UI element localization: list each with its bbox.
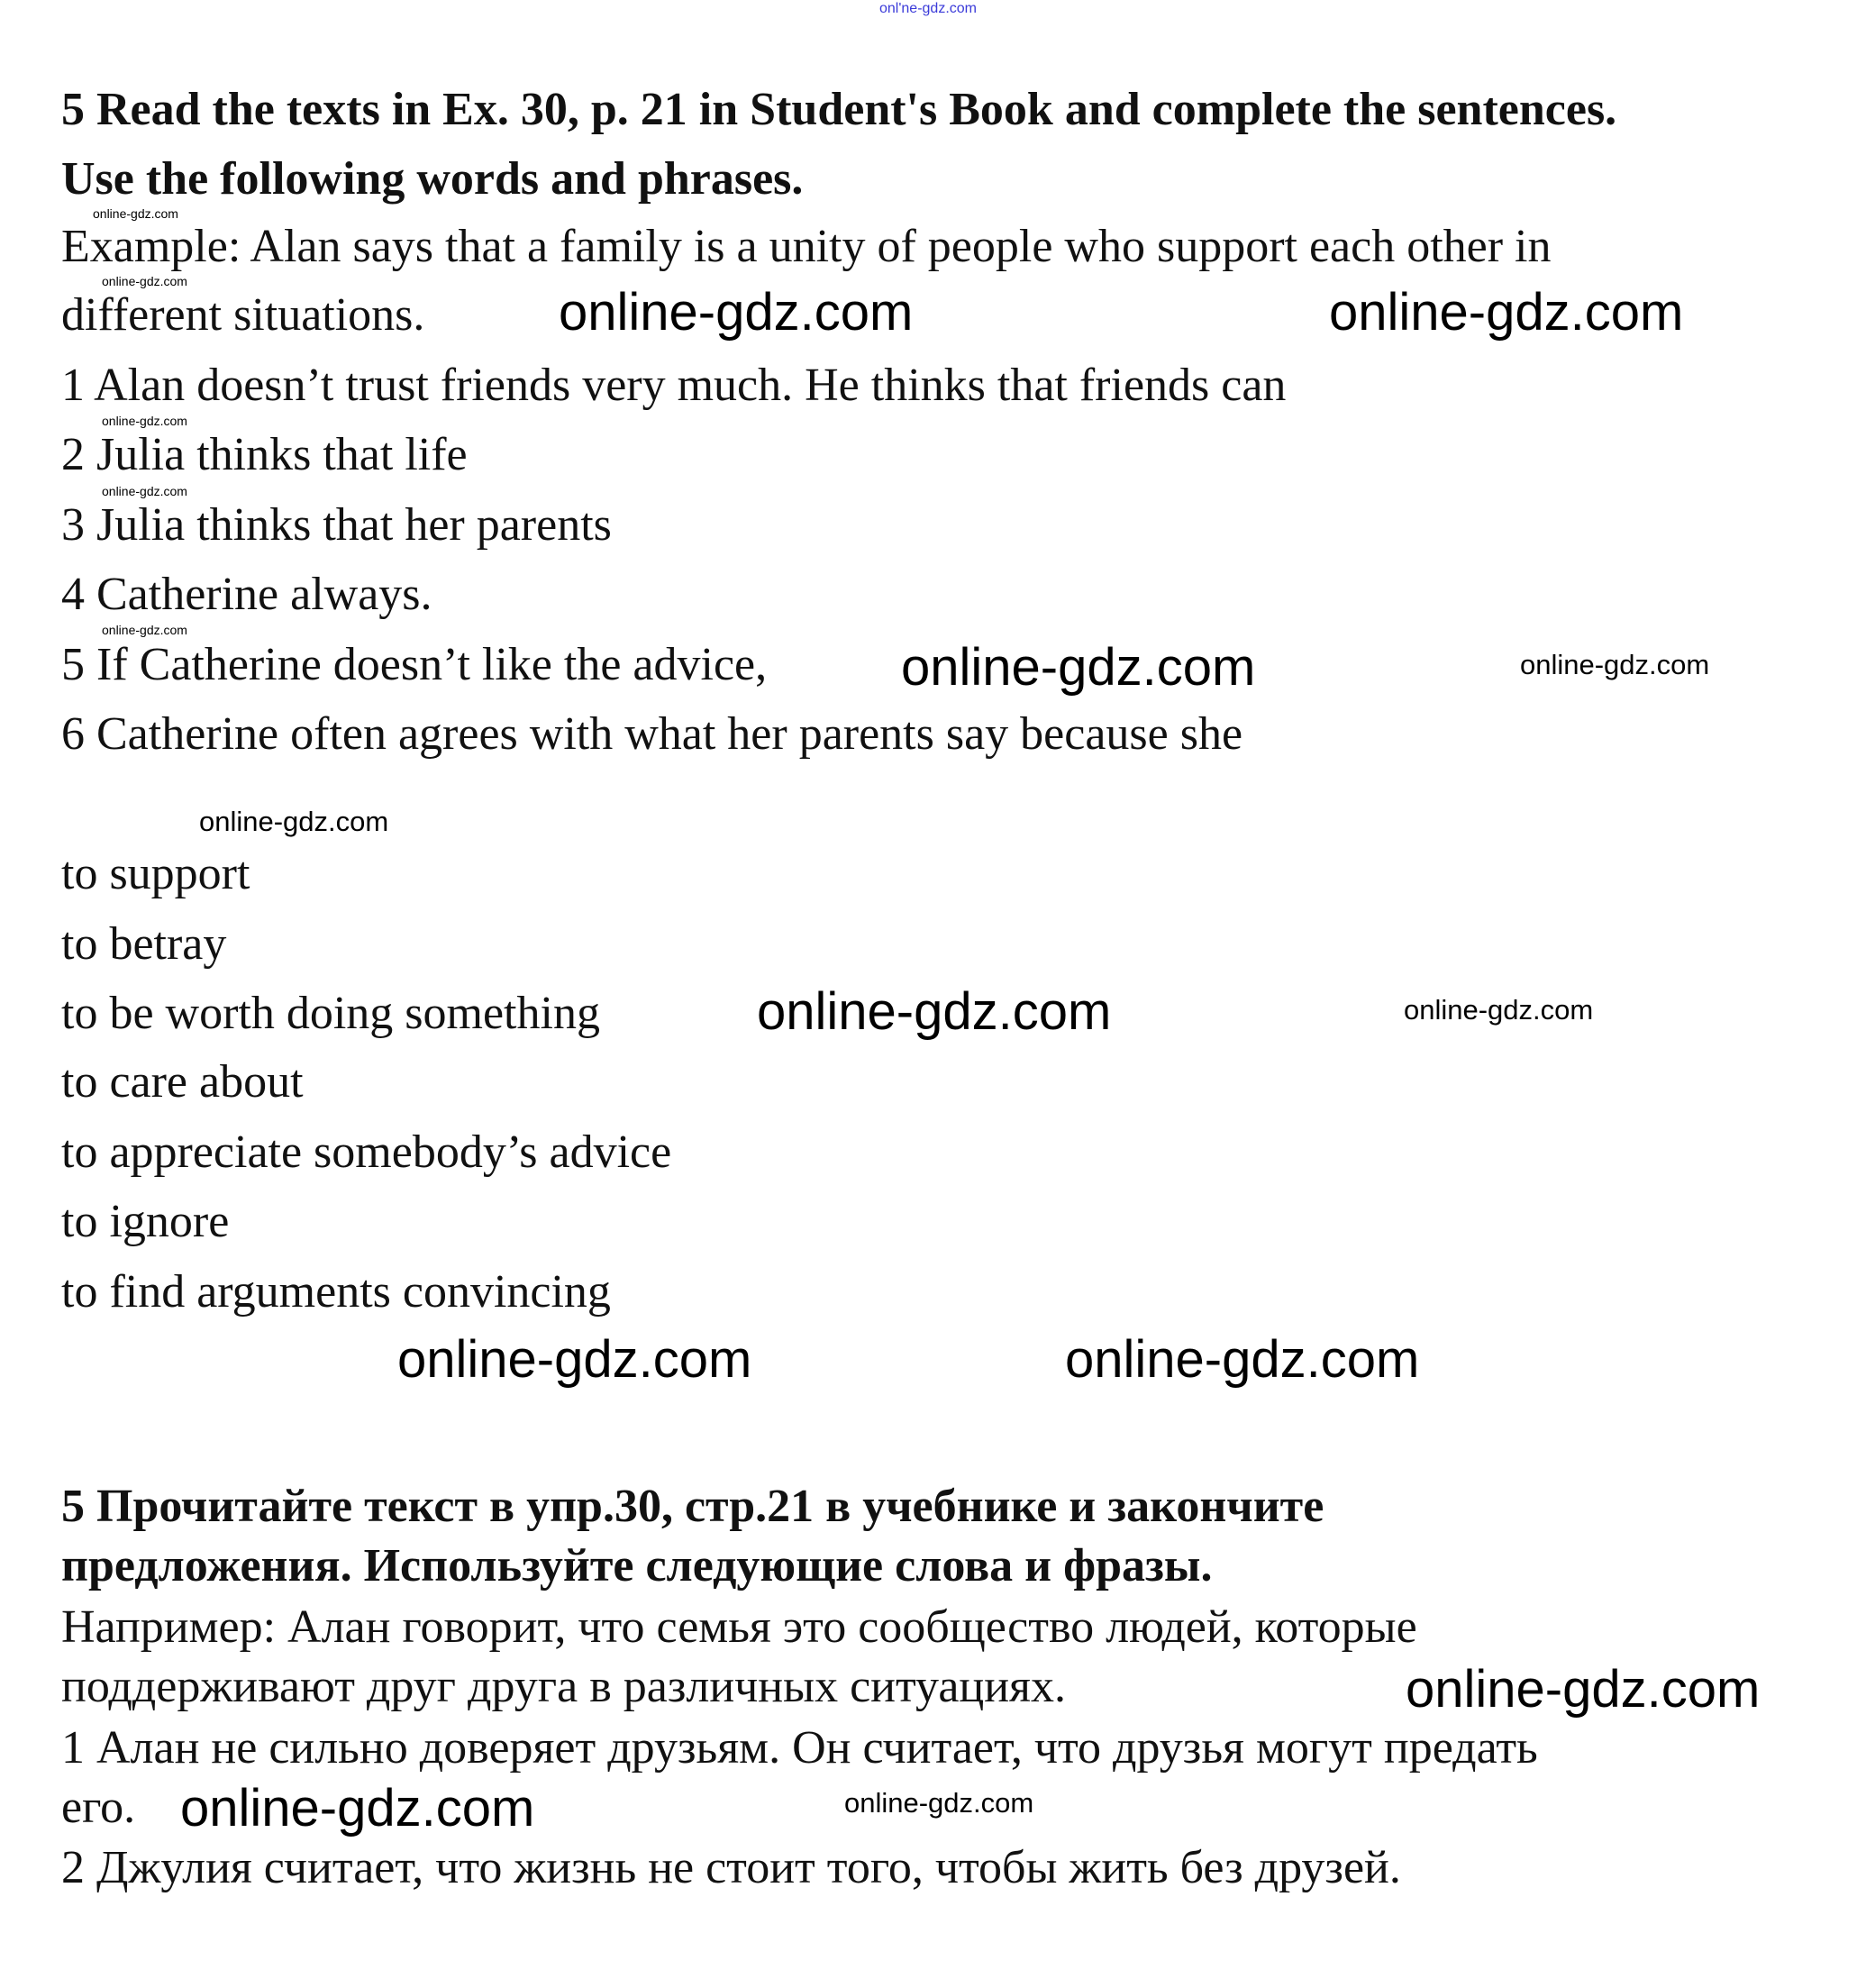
watermark: online-gdz.com — [102, 414, 187, 428]
watermark: online-gdz.com — [901, 638, 1256, 697]
watermark: online-gdz.com — [397, 1330, 752, 1389]
watermark: online-gdz.com — [102, 623, 187, 637]
watermark: online-gdz.com — [102, 484, 187, 498]
watermark: online-gdz.com — [757, 982, 1112, 1041]
russian-sentence-2: 2 Джулия считает, что жизнь не стоит того, чтобы жить без друзей. — [61, 1842, 1401, 1893]
watermark: online-gdz.com — [844, 1787, 1034, 1819]
sentence-6: 6 Catherine often agrees with what her parents say because she — [61, 708, 1243, 760]
russian-example-line-1: Например: Алан говорит, что семья это сообщество людей, которые — [61, 1601, 1417, 1653]
watermark: online-gdz.com — [199, 806, 389, 837]
phrase-item: to betray — [61, 918, 227, 970]
russian-sentence-1-cont: его. — [61, 1782, 136, 1833]
example-line-2: different situations. — [61, 289, 425, 341]
exercise-heading-line-1: 5 Read the texts in Ex. 30, p. 21 in Student's Book and complete the sentences. — [61, 84, 1617, 135]
sentence-1: 1 Alan doesn’t trust friends very much. He thinks that friends can — [61, 360, 1287, 411]
watermark: online-gdz.com — [1065, 1330, 1420, 1389]
watermark: online-gdz.com — [1329, 283, 1684, 342]
watermark: online-gdz.com — [1520, 649, 1710, 680]
exercise-heading-line-2: Use the following words and phrases. — [61, 153, 804, 205]
phrase-item: to support — [61, 848, 250, 899]
phrase-item: to be worth doing something — [61, 988, 600, 1039]
watermark: online-gdz.com — [180, 1779, 535, 1838]
phrase-item: to care about — [61, 1056, 304, 1108]
watermark: online-gdz.com — [102, 274, 187, 288]
watermark-top: onl'ne-gdz.com — [879, 1, 977, 16]
sentence-2: 2 Julia thinks that life — [61, 429, 468, 480]
sentence-5: 5 If Catherine doesn’t like the advice, — [61, 639, 768, 690]
watermark: online-gdz.com — [1404, 994, 1594, 1026]
phrase-item: to ignore — [61, 1196, 230, 1247]
phrase-item: to find arguments convincing — [61, 1266, 611, 1318]
watermark: online-gdz.com — [559, 283, 914, 342]
russian-heading-line-1: 5 Прочитайте текст в упр.30, стр.21 в учебнике и закончите — [61, 1481, 1324, 1532]
watermark: online-gdz.com — [93, 206, 178, 221]
sentence-4: 4 Catherine always. — [61, 569, 432, 620]
watermark: online-gdz.com — [1406, 1660, 1761, 1719]
russian-heading-line-2: предложения. Используйте следующие слова и фразы. — [61, 1540, 1213, 1591]
russian-sentence-1: 1 Алан не сильно доверяет друзьям. Он считает, что друзья могут предать — [61, 1722, 1538, 1774]
sentence-3: 3 Julia thinks that her parents — [61, 499, 612, 551]
example-line-1: Example: Alan says that a family is a unity of people who support each other in — [61, 221, 1552, 272]
russian-example-line-2: поддерживают друг друга в различных ситуациях. — [61, 1661, 1066, 1712]
phrase-item: to appreciate somebody’s advice — [61, 1126, 672, 1178]
